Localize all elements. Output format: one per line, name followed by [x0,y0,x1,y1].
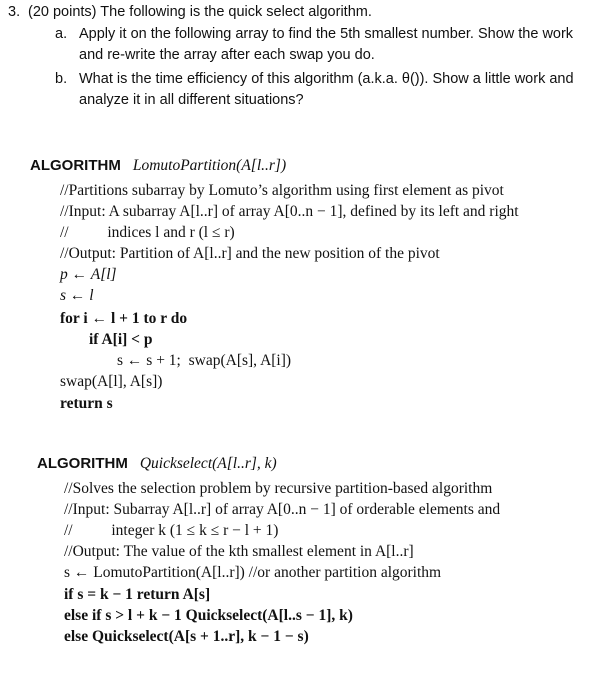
lomuto-line-6: s ← l [60,287,94,304]
lomuto-keyword: ALGORITHM [30,157,121,174]
question-number: 3. [8,4,21,20]
lomuto-line-4: //Output: Partition of A[l..r] and the new position of the pivot [60,245,440,262]
quickselect-line-8: else Quickselect(A[s + 1..r], k − 1 − s) [64,628,309,645]
question-header: (20 points) The following is the quick select algorithm. [28,4,372,20]
lomuto-line-3: // indices l and r (l ≤ r) [60,224,235,241]
quickselect-line-6: if s = k − 1 return A[s] [64,586,211,603]
part-b-line1: What is the time efficiency of this algorithm (a.k.a. θ()). Show a little work and [79,71,574,87]
part-a-line1: Apply it on the following array to find the 5th smallest number. Show the work [79,26,574,42]
lomuto-line-9: s ← s + 1; swap(A[s], A[i]) [117,352,292,369]
quickselect-line-7: else if s > l + k − 1 Quickselect(A[l..s − 1], k) [64,607,353,624]
quickselect-line-1: //Solves the selection problem by recursive partition-based algorithm [64,480,493,497]
lomuto-line-11: return s [60,395,113,412]
lomuto-line-1: //Partitions subarray by Lomuto’s algorithm using first element as pivot [60,182,504,199]
lomuto-line-10: swap(A[l], A[s]) [60,373,163,390]
quickselect-line-2: //Input: Subarray A[l..r] of array A[0..n − 1] of orderable elements and [64,501,501,518]
part-a-label: a. [55,26,68,42]
quickselect-header [37,453,277,474]
lomuto-line-7: for i ← l + 1 to r do [60,310,188,327]
lomuto-line-5: p ← A[l] [60,266,117,283]
quickselect-line-4: //Output: The value of the kth smallest element in A[l..r] [64,543,414,560]
quickselect-line-3: // integer k (1 ≤ k ≤ r − l + 1) [64,522,279,539]
lomuto-line-8: if A[i] < p [89,331,153,348]
lomuto-line-2: //Input: A subarray A[l..r] of array A[0..n − 1], defined by its left and right [60,203,519,220]
quickselect-line-5: s ← LomutoPartition(A[l..r]) //or another partition algorithm [64,564,442,581]
lomuto-signature: LomutoPartition(A[l..r]) [132,157,287,174]
quickselect-signature: Quickselect(A[l..r], k) [139,455,277,472]
part-a-line2: and re-write the array after each swap you do. [79,47,375,63]
lomuto-header [30,155,286,176]
part-b-line2: analyze it in all different situations? [79,92,304,108]
quickselect-keyword: ALGORITHM [37,455,128,472]
part-b-label: b. [55,71,68,87]
